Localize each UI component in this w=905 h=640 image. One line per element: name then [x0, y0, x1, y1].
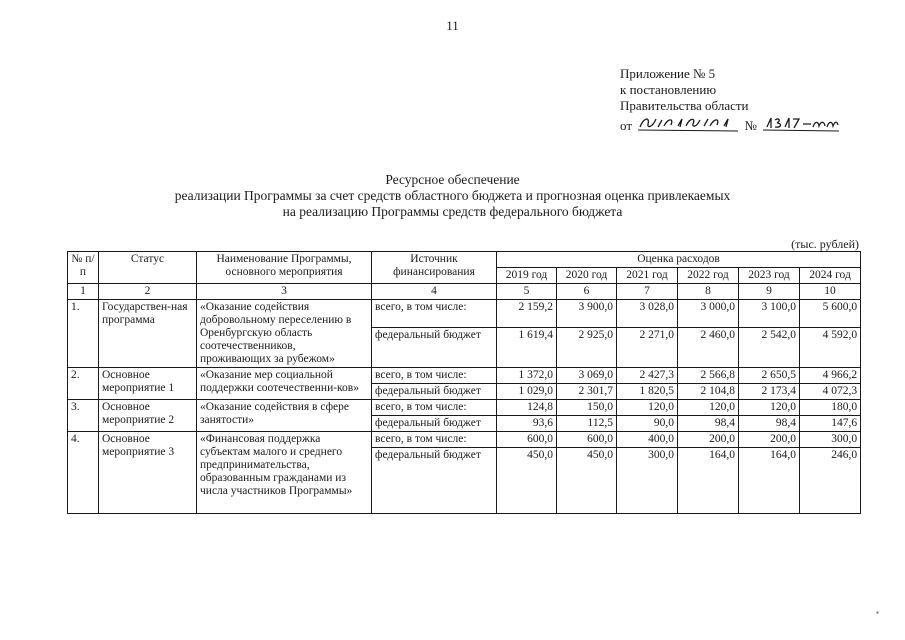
column-index: 2	[99, 284, 197, 300]
value-federal: 2 271,0	[617, 328, 678, 368]
value-total: 2 650,5	[739, 368, 800, 384]
header-year: 2021 год	[617, 268, 678, 284]
value-total: 3 028,0	[617, 300, 678, 328]
units-note: (тыс. рублей)	[791, 237, 859, 251]
header-year: 2023 год	[739, 268, 800, 284]
value-total: 600,0	[497, 432, 557, 448]
number-prefix: №	[744, 118, 757, 133]
value-total: 5 600,0	[800, 300, 861, 328]
appendix-line-2: к постановлению	[620, 82, 717, 97]
value-total: 1 372,0	[497, 368, 557, 384]
value-federal: 450,0	[557, 448, 617, 514]
value-federal: 2 460,0	[678, 328, 739, 368]
appendix-block	[620, 66, 842, 134]
column-index: 3	[197, 284, 372, 300]
value-federal: 147,6	[800, 416, 861, 432]
appendix-line-1: Приложение № 5	[620, 66, 716, 81]
row-name: «Оказание содействия добровольному переселению в Оренбургскую область соотечественников, проживающих за рубежом»	[197, 300, 372, 368]
value-total: 400,0	[617, 432, 678, 448]
value-total: 2 159,2	[497, 300, 557, 328]
column-index: 1	[68, 284, 99, 300]
value-federal: 1 619,4	[497, 328, 557, 368]
row-num: 1.	[68, 300, 99, 368]
column-index: 8	[678, 284, 739, 300]
source-total-label: всего, в том числе:	[372, 300, 497, 328]
column-index: 6	[557, 284, 617, 300]
column-index: 9	[739, 284, 800, 300]
value-federal: 450,0	[497, 448, 557, 514]
value-total: 200,0	[739, 432, 800, 448]
value-total: 3 069,0	[557, 368, 617, 384]
title-line-3: на реализацию Программы средств федерального бюджета	[282, 204, 623, 219]
value-federal: 164,0	[678, 448, 739, 514]
table-row	[68, 300, 861, 328]
table-row	[68, 368, 861, 384]
row-num: 4.	[68, 432, 99, 514]
value-total: 2 427,3	[617, 368, 678, 384]
handwritten-date-signature	[638, 114, 738, 134]
row-name: «Оказание мер социальной поддержки соотечественни-ков»	[197, 368, 372, 400]
title-line-1: Ресурсное обеспечение	[385, 172, 520, 187]
title-line-2: реализации Программы за счет средств областного бюджета и прогнозная оценка привлекаемых	[174, 188, 731, 203]
column-index-row	[68, 284, 861, 300]
handwritten-number-signature	[763, 114, 839, 134]
appendix-line-3: Правительства области	[620, 98, 749, 113]
value-total: 124,8	[497, 400, 557, 416]
value-total: 600,0	[557, 432, 617, 448]
value-total: 4 966,2	[800, 368, 861, 384]
value-total: 120,0	[678, 400, 739, 416]
source-federal-label: федеральный бюджет	[372, 384, 497, 400]
value-federal: 90,0	[617, 416, 678, 432]
value-total: 3 900,0	[557, 300, 617, 328]
appendix-line-4	[620, 114, 842, 134]
value-federal: 2 925,0	[557, 328, 617, 368]
value-federal: 2 104,8	[678, 384, 739, 400]
value-total: 3 100,0	[739, 300, 800, 328]
document-title	[0, 172, 905, 220]
value-total: 120,0	[739, 400, 800, 416]
row-name: «Финансовая поддержка субъектам малого и среднего предпринимательства, образованным гражданами из числа участников Программы»	[197, 432, 372, 514]
value-total: 3 000,0	[678, 300, 739, 328]
value-federal: 164,0	[739, 448, 800, 514]
header-year: 2020 год	[557, 268, 617, 284]
column-index: 5	[497, 284, 557, 300]
value-federal: 2 542,0	[739, 328, 800, 368]
scan-mark: ▪	[876, 608, 879, 617]
value-total: 300,0	[800, 432, 861, 448]
date-prefix: от	[620, 118, 633, 133]
value-federal: 4 592,0	[800, 328, 861, 368]
row-num: 3.	[68, 400, 99, 432]
row-status: Государствен-ная программа	[99, 300, 197, 368]
column-index: 4	[372, 284, 497, 300]
source-total-label: всего, в том числе:	[372, 368, 497, 384]
row-num: 2.	[68, 368, 99, 400]
value-federal: 98,4	[739, 416, 800, 432]
column-index: 10	[800, 284, 861, 300]
value-total: 200,0	[678, 432, 739, 448]
page-number: 11	[446, 18, 459, 33]
source-federal-label: федеральный бюджет	[372, 416, 497, 432]
value-federal: 93,6	[497, 416, 557, 432]
header-year: 2022 год	[678, 268, 739, 284]
header-name: Наименование Программы, основного мероприятия	[197, 252, 372, 284]
header-status: Статус	[99, 252, 197, 284]
value-total: 2 566,8	[678, 368, 739, 384]
source-total-label: всего, в том числе:	[372, 432, 497, 448]
value-federal: 1 029,0	[497, 384, 557, 400]
row-status: Основное мероприятие 3	[99, 432, 197, 514]
resource-table	[67, 251, 861, 514]
value-federal: 300,0	[617, 448, 678, 514]
value-federal: 112,5	[557, 416, 617, 432]
row-status: Основное мероприятие 1	[99, 368, 197, 400]
header-source: Источник финансирования	[372, 252, 497, 284]
header-estimate: Оценка расходов	[497, 252, 861, 268]
value-federal: 1 820,5	[617, 384, 678, 400]
table-row	[68, 400, 861, 416]
column-index: 7	[617, 284, 678, 300]
row-name: «Оказание содействия в сфере занятости»	[197, 400, 372, 432]
header-year: 2024 год	[800, 268, 861, 284]
value-total: 120,0	[617, 400, 678, 416]
header-year: 2019 год	[497, 268, 557, 284]
value-federal: 98,4	[678, 416, 739, 432]
value-total: 180,0	[800, 400, 861, 416]
source-total-label: всего, в том числе:	[372, 400, 497, 416]
value-total: 150,0	[557, 400, 617, 416]
header-num: № п/п	[68, 252, 99, 284]
table-row	[68, 432, 861, 448]
header-row-1	[68, 252, 861, 268]
value-federal: 4 072,3	[800, 384, 861, 400]
value-federal: 246,0	[800, 448, 861, 514]
value-federal: 2 301,7	[557, 384, 617, 400]
source-federal-label: федеральный бюджет	[372, 448, 497, 514]
source-federal-label: федеральный бюджет	[372, 328, 497, 368]
row-status: Основное мероприятие 2	[99, 400, 197, 432]
value-federal: 2 173,4	[739, 384, 800, 400]
